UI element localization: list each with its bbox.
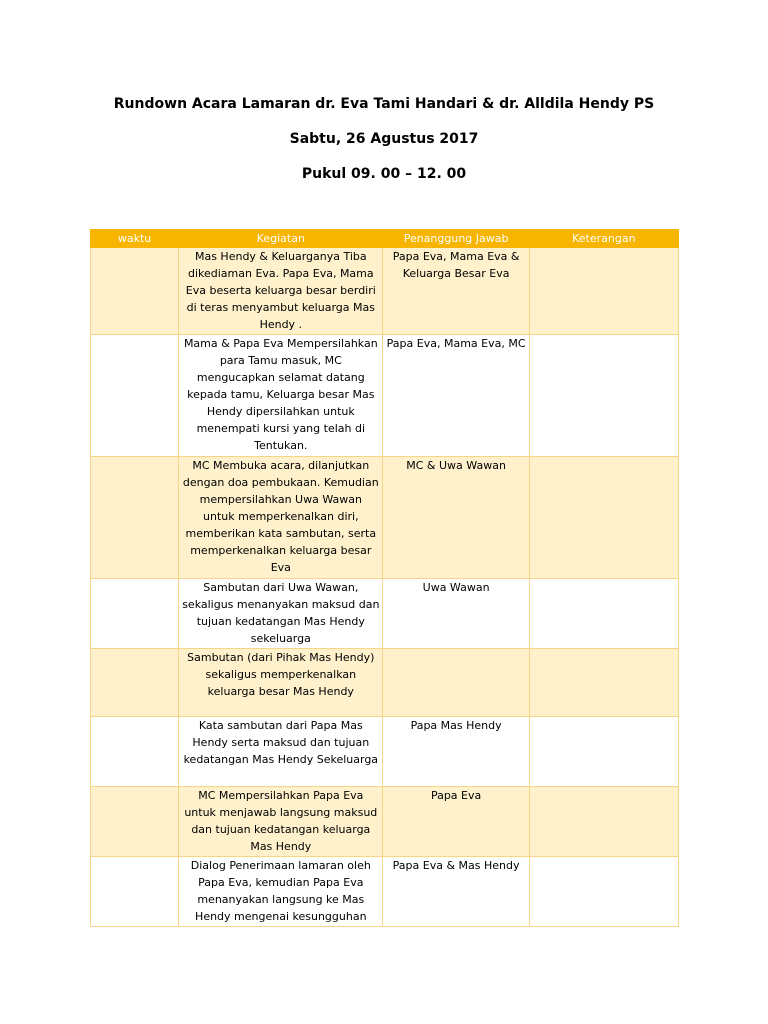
header-penanggung-jawab: Penanggung Jawab	[383, 230, 529, 248]
cell-waktu	[91, 579, 179, 649]
cell-penanggung-jawab: Papa Eva, Mama Eva & Keluarga Besar Eva	[383, 248, 529, 335]
header-waktu: waktu	[91, 230, 179, 248]
event-date: Sabtu, 26 Agustus 2017	[289, 131, 479, 147]
cell-kegiatan: Mama & Papa Eva Mempersilahkan para Tamu masuk, MC mengucapkan selamat datang kepada tamu, Keluarga besar Mas Hendy dipersilahkan untuk menempati kursi yang telah di Tentukan.	[179, 335, 383, 457]
cell-keterangan	[529, 579, 678, 649]
header-keterangan: Keterangan	[529, 230, 678, 248]
cell-keterangan	[529, 335, 678, 457]
cell-penanggung-jawab: Papa Mas Hendy	[383, 717, 529, 787]
cell-keterangan	[529, 649, 678, 717]
cell-waktu	[91, 787, 179, 857]
table-row	[91, 649, 679, 717]
cell-penanggung-jawab	[383, 649, 529, 717]
table-header-row	[91, 230, 679, 248]
cell-keterangan	[529, 457, 678, 579]
cell-keterangan	[529, 857, 678, 927]
header-kegiatan: Kegiatan	[179, 230, 383, 248]
cell-waktu	[91, 457, 179, 579]
cell-kegiatan: Mas Hendy & Keluarganya Tiba dikediaman Eva. Papa Eva, Mama Eva beserta keluarga besar berdiri di teras menyambut keluarga Mas Hendy .	[179, 248, 383, 335]
table-row	[91, 457, 679, 579]
cell-waktu	[91, 335, 179, 457]
cell-keterangan	[529, 787, 678, 857]
table-body	[91, 248, 679, 927]
document-title: Rundown Acara Lamaran dr. Eva Tami Handari & dr. Alldila Hendy PS	[113, 96, 655, 112]
table-row	[91, 248, 679, 335]
cell-penanggung-jawab: Papa Eva & Mas Hendy	[383, 857, 529, 927]
cell-kegiatan: Kata sambutan dari Papa Mas Hendy serta maksud dan tujuan kedatangan Mas Hendy Sekeluarga	[179, 717, 383, 787]
table-row	[91, 857, 679, 927]
cell-penanggung-jawab: MC & Uwa Wawan	[383, 457, 529, 579]
table-row	[91, 579, 679, 649]
rundown-table	[90, 229, 679, 927]
cell-keterangan	[529, 717, 678, 787]
cell-kegiatan: Sambutan (dari Pihak Mas Hendy) sekaligus memperkenalkan keluarga besar Mas Hendy	[179, 649, 383, 717]
cell-penanggung-jawab: Uwa Wawan	[383, 579, 529, 649]
table-header	[91, 230, 679, 248]
table-row	[91, 717, 679, 787]
cell-waktu	[91, 857, 179, 927]
cell-kegiatan: MC Mempersilahkan Papa Eva untuk menjawab langsung maksud dan tujuan kedatangan keluarga Mas Hendy	[179, 787, 383, 857]
cell-waktu	[91, 248, 179, 335]
cell-keterangan	[529, 248, 678, 335]
cell-waktu	[91, 717, 179, 787]
cell-penanggung-jawab: Papa Eva, Mama Eva, MC	[383, 335, 529, 457]
cell-kegiatan: Sambutan dari Uwa Wawan, sekaligus menanyakan maksud dan tujuan kedatangan Mas Hendy sekeluarga	[179, 579, 383, 649]
cell-kegiatan: Dialog Penerimaan lamaran oleh Papa Eva, kemudian Papa Eva menanyakan langsung ke Mas Hendy mengenai kesungguhan	[179, 857, 383, 927]
cell-waktu	[91, 649, 179, 717]
table-row	[91, 787, 679, 857]
event-time: Pukul 09. 00 – 12. 00	[301, 166, 467, 182]
cell-kegiatan: MC Membuka acara, dilanjutkan dengan doa pembukaan. Kemudian mempersilahkan Uwa Wawan untuk memperkenalkan diri, memberikan kata sambutan, serta memperkenalkan keluarga besar Eva	[179, 457, 383, 579]
table-row	[91, 335, 679, 457]
cell-penanggung-jawab: Papa Eva	[383, 787, 529, 857]
